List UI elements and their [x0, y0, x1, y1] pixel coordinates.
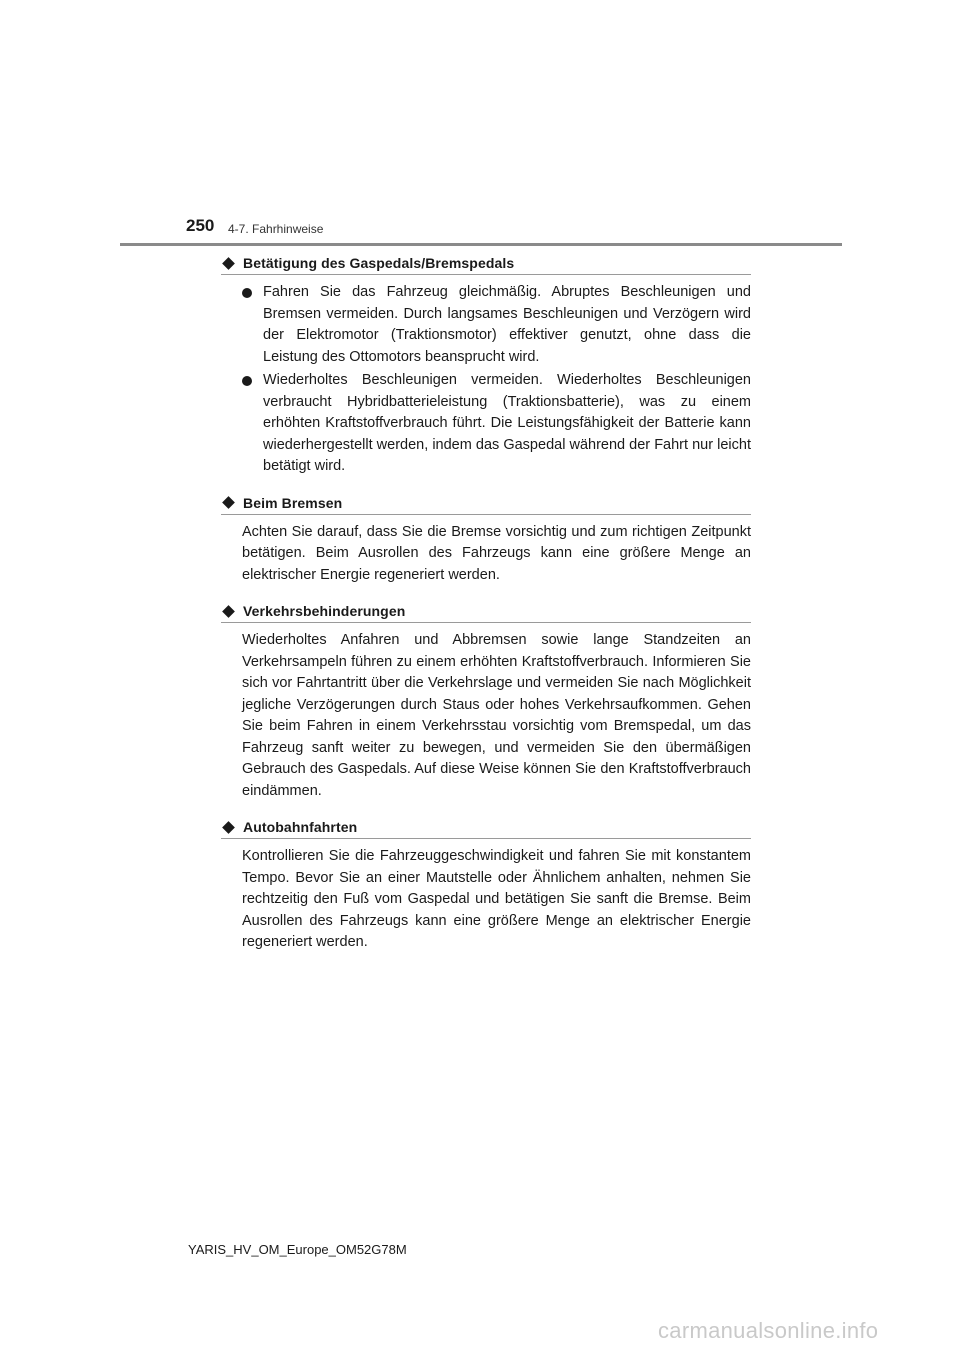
round-bullet-icon [242, 376, 252, 386]
document-id-footer: YARIS_HV_OM_Europe_OM52G78M [188, 1242, 407, 1257]
section-heading [221, 816, 751, 839]
section-paragraph: Kontrollieren Sie die Fahrzeuggeschwindigkeit und fahren Sie mit konstantem Tempo. Bevor Sie an einer Mautstelle oder Ähnlichem anhalten, nehmen Sie rechtzeitig den Fuß vom Gaspedal und betätigen Sie sanft die Bremse. Beim Ausrollen des Fahrzeugs kann eine größere Menge an elektrischer Energie regeneriert werden. [242, 848, 751, 950]
page-number: 250 [186, 216, 215, 235]
section-gas-brake-pedal [221, 252, 751, 478]
round-bullet-icon [242, 288, 252, 298]
section-traffic [221, 600, 751, 802]
section-paragraph: Achten Sie darauf, dass Sie die Bremse vorsichtig und zum richtigen Zeitpunkt betätigen. Beim Ausrollen des Fahrzeugs kann eine größere Menge an elektrischer Energie regeneriert werden. [242, 523, 751, 583]
watermark: carmanualsonline.info [658, 1318, 879, 1343]
section-title: Verkehrsbehinderungen [243, 603, 406, 619]
diamond-bullet-icon [222, 257, 235, 270]
section-label: 4-7. Fahrhinweise [228, 222, 324, 236]
section-title: Autobahnfahrten [243, 819, 358, 835]
section-heading [221, 600, 751, 623]
list-item [242, 370, 751, 478]
diamond-bullet-icon [222, 605, 235, 618]
section-heading [221, 492, 751, 515]
section-heading [221, 252, 751, 275]
header-divider [120, 243, 842, 246]
section-paragraph: Wiederholtes Anfahren und Abbremsen sowie lange Standzeiten an Verkehrsampeln führen zu einem erhöhten Kraftstoffverbrauch. Informieren Sie sich vor Fahrtantritt über die Verkehrslage und vermeiden Sie nach Möglichkeit jegliche Verzögerungen durch Staus oder hohes Verkehrsaufkommen. Gehen Sie beim Fahren in einem Verkehrsstau vorsichtig vom Bremspedal, um das Fahrzeug sanft weiter zu bewegen, und vermeiden Sie den übermäßigen Gebrauch des Gaspedals. Auf diese Weise können Sie den Kraftstoffverbrauch eindämmen. [242, 632, 751, 799]
section-highway [221, 816, 751, 954]
section-title: Beim Bremsen [243, 494, 343, 511]
section-title: Betätigung des Gaspedals/Bremspedals [243, 255, 515, 271]
list-item-text: Wiederholtes Beschleunigen vermeiden. Wiederholtes Beschleunigen verbraucht Hybridbatterieleistung (Traktionsbatterie), was zu einem erhöhten Kraftstoffverbrauch führt. Die Leistungsfähigkeit der Batterie kann wiederhergestellt werden, indem das Gaspedal während der Fahrt nur leicht betätigt wird. [263, 372, 751, 474]
page-content [221, 252, 751, 968]
section-braking [221, 492, 751, 587]
list-item-text: Fahren Sie das Fahrzeug gleichmäßig. Abruptes Beschleunigen und Bremsen vermeiden. Durch langsames Beschleunigen und Verzögern wird der Elektromotor (Traktionsmotor) effektiver genutzt, ohne dass die Leistung des Ottomotors beansprucht wird. [263, 284, 751, 365]
list-item [242, 282, 751, 368]
diamond-bullet-icon [222, 821, 235, 834]
diamond-bullet-icon [222, 496, 235, 509]
